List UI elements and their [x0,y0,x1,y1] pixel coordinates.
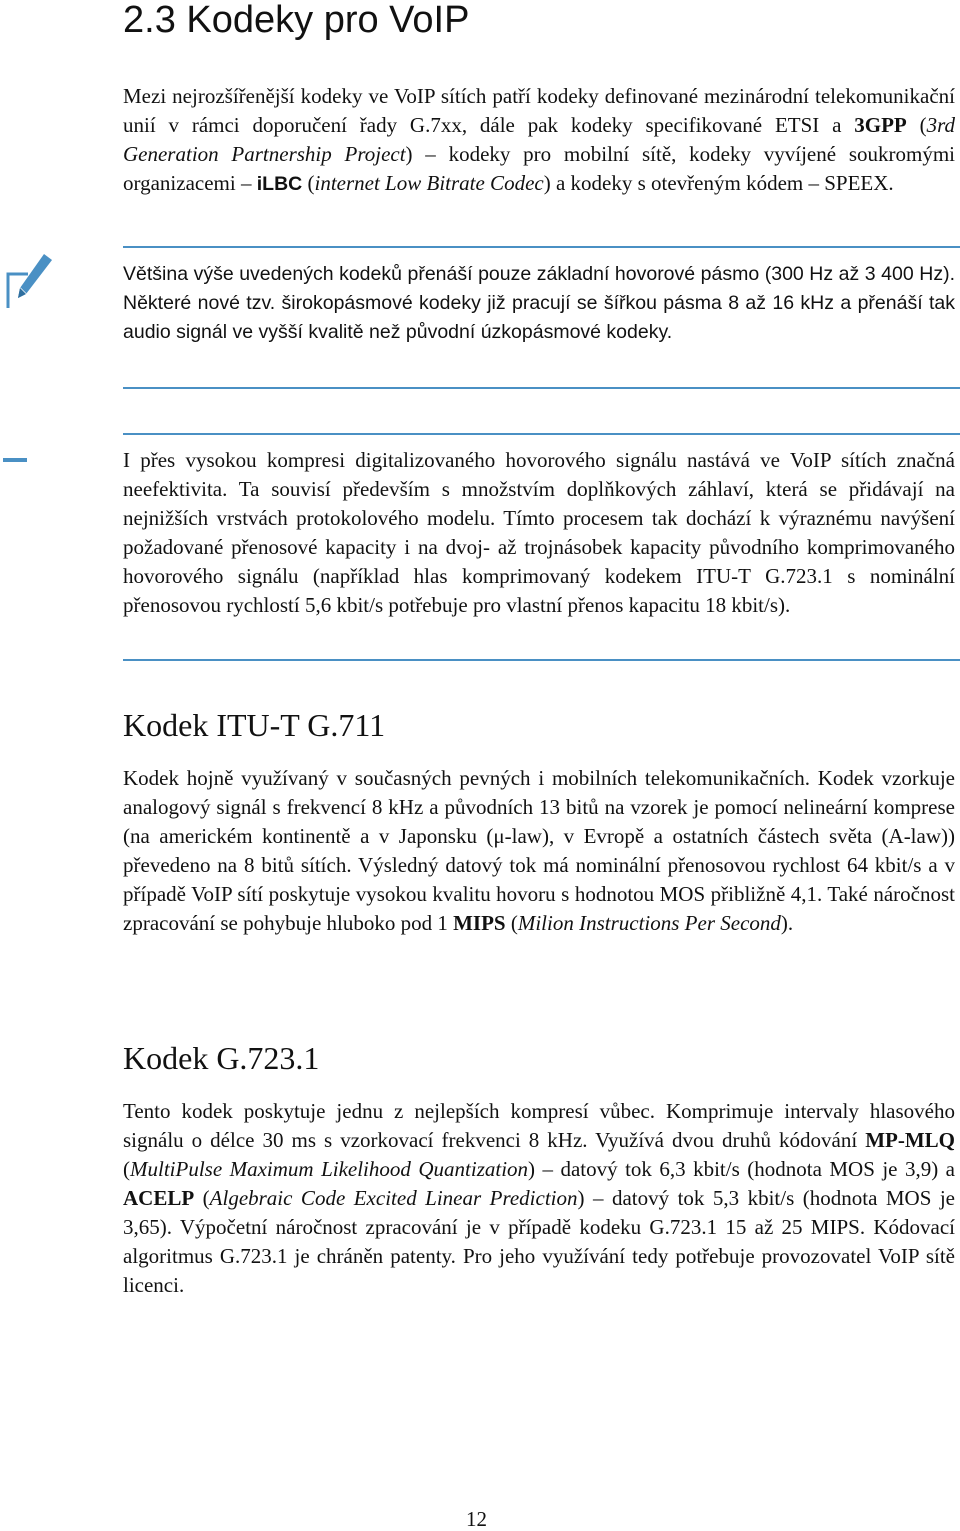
dash-icon [3,458,27,462]
g7231-text-1: Tento kodek poskytuje jednu z nejlepších kompresí vůbec. Komprimuje intervaly hlasového signálu o délce 30 ms s vzorkovací frekvenci 8 kHz. Využívá dvou druhů kódování [123,1099,955,1152]
intro-paragraph [123,82,955,199]
g7231-bold-acelp: ACELP [123,1186,195,1210]
intro-text-5: ) a kodeky s otevřeným kódem – SPEEX. [543,171,894,195]
intro-italic-ilbc-name: internet Low Bitrate Codec [314,171,544,195]
g711-block [123,764,955,938]
note-block [123,260,955,347]
warning-block [123,446,955,620]
note-paragraph: Většina výše uvedených kodeků přenáší pouze základní hovorové pásmo (300 Hz až 3 400 Hz). Některé nové tzv. širokopásmové kodeky již pracují se šířkou pásma 8 až 16 kHz a přenáší tak audio signál ve vyšší kvalitě než původní úzkopásmové kodeky. [123,263,955,343]
g7231-text-3: ) – datový tok 6,3 kbit/s (hodnota MOS je 3,9) a [528,1157,955,1181]
g711-text-2: ( [505,911,518,935]
g7231-italic-acelp-name: Algebraic Code Excited Linear Prediction [209,1186,578,1210]
intro-bold-3gpp: 3GPP [854,113,907,137]
warning-top-rule [123,433,960,435]
warning-bottom-rule [123,659,960,661]
g711-text-3: ). [780,911,794,935]
g711-text-1: Kodek hojně využívaný v současných pevných i mobilních telekomunikačních. Kodek vzorkuje analogový signál s frekvencí 8 kHz a původních 13 bitů na vzorek je pomocí nelineární komprese (na americkém kontinentě a v Japonsku (μ-law), v Evropě a ostatních částech světa (A-law)) převedeno na 8 bitů sítích. Výsledný datový tok má nominální přenosovou rychlost 64 kbit/s a v případě VoIP sítí poskytuje vysokou kvalitu hovoru s hodnotou MOS přibližně 4,1. Také náročnost zpracování se pohybuje hluboko pod 1 [123,766,955,935]
intro-text-4: ( [302,171,315,195]
g7231-paragraph [123,1097,955,1300]
g7231-italic-mpmlq-name: MultiPulse Maximum Likelihood Quantization [130,1157,529,1181]
intro-italic-3gpp-name: 3rd Generation Partnership Project [123,113,955,166]
note-bottom-rule [123,387,960,389]
intro-text-3: ) – kodeky pro mobilní sítě, kodeky vyvíjené soukromými organizacemi – [123,142,956,195]
g7231-bold-mpmlq: MP-MLQ [865,1128,955,1152]
section-title: 2.3 Kodeky pro VoIP [123,0,470,41]
g7231-text-5: ) – datový tok 5,3 kbit/s (hodnota MOS je 3,65). Výpočetní náročnost zpracování je v případě kodeku G.723.1 15 až 25 MIPS. Kódovací algoritmus G.723.1 je chráněn patenty. Pro jeho využívání tedy potřebuje provozovatel VoIP sítě licenci. [123,1186,955,1297]
g7231-text-2: ( [123,1157,130,1181]
g711-paragraph [123,764,955,938]
page-number: 12 [466,1507,487,1531]
intro-bold-ilbc: iLBC [256,173,303,195]
intro-text-2: ( [906,113,927,137]
warning-paragraph: I přes vysokou kompresi digitalizovaného hovorového signálu nastává ve VoIP sítích značná neefektivita. Ta souvisí především s množstvím doplňkových záhlaví, která se přidávají na nejnižších vrstvách protokolového modelu. Tímto procesem tak dochází k výraznému navýšení požadované přenosové kapacity i na dvoj- až trojnásobek kapacity původního komprimovaného hovorového signálu (například hlas komprimovaný kodekem ITU-T G.723.1 s nominální přenosovou rychlostí 5,6 kbit/s potřebuje pro vlastní přenos kapacitu 18 kbit/s). [123,448,955,617]
intro-text-1: Mezi nejrozšířenější kodeky ve VoIP sítích patří kodeky definované mezinárodní telekomunikační unií v rámci doporučení řady G.7xx, dále pak kodeky specifikované ETSI a [123,84,955,137]
g7231-text-4: ( [194,1186,210,1210]
note-top-rule [123,246,960,248]
g7231-block [123,1097,955,1300]
g711-bold-mips: MIPS [453,911,506,935]
g711-heading: Kodek ITU-T G.711 [123,707,386,743]
intro-block [123,82,955,199]
g7231-heading: Kodek G.723.1 [123,1040,320,1076]
pencil-note-icon [4,250,56,310]
g711-italic-mips-name: Milion Instructions Per Second [517,911,781,935]
